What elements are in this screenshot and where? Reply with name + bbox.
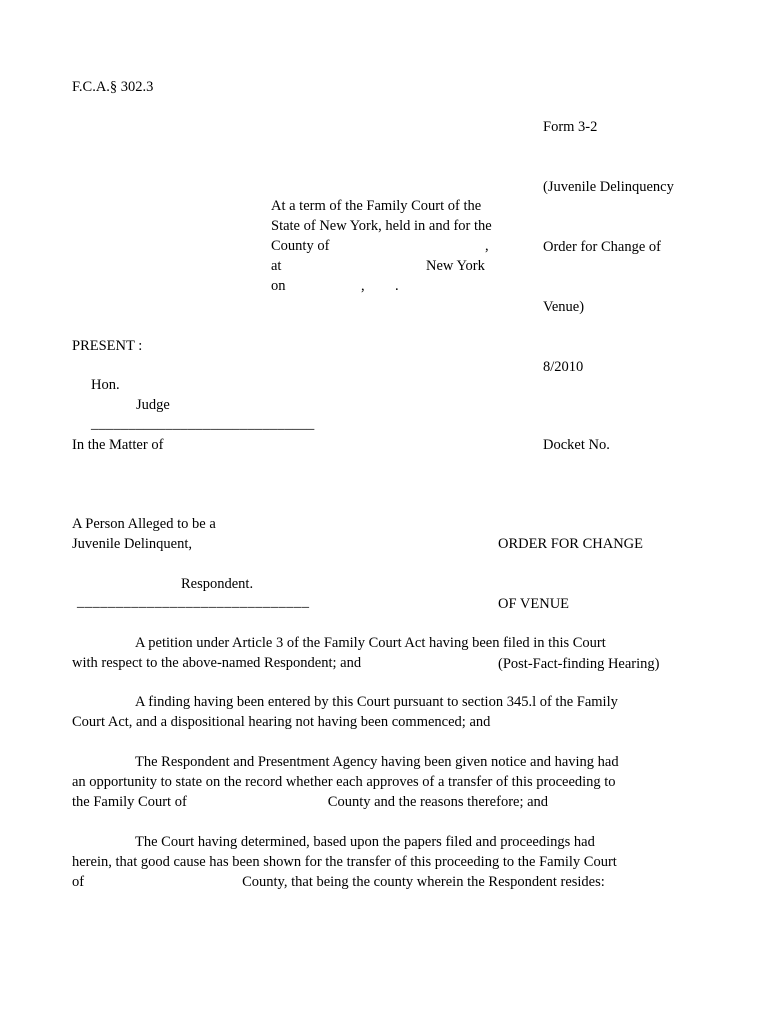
paragraph-line: an opportunity to state on the record whether each approves of a transfer of this proceeding to [72, 774, 616, 790]
paragraph-line [72, 872, 690, 892]
state-name: New York [426, 258, 485, 274]
date-period: . [395, 278, 399, 294]
order-title-line: OF VENUE [498, 596, 570, 612]
paragraph-finding [72, 692, 690, 732]
paragraph-line: Court Act, and a dispositional hearing not having been commenced; and [72, 714, 491, 730]
order-title-line: ORDER FOR CHANGE [498, 536, 644, 552]
paragraph-line [72, 792, 690, 812]
of-label: of [72, 874, 85, 890]
order-title-line: (Post-Fact-finding Hearing) [498, 656, 660, 672]
paragraph-line: herein, that good cause has been shown for the transfer of this proceeding to the Family Court [72, 854, 617, 870]
at-label: at [271, 258, 282, 274]
form-line: 8/2010 [543, 359, 584, 375]
form-line: Order for Change of [543, 239, 661, 255]
paragraph-notice [72, 752, 690, 812]
form-line: Venue) [543, 299, 585, 315]
paragraph-line: with respect to the above-named Respondent; and [72, 655, 362, 671]
form-line: Form 3-2 [543, 119, 598, 135]
county-comma: , [485, 238, 489, 254]
county-resides-text: County, that being the county wherein the Respondent resides: [242, 874, 605, 890]
paragraph-line: The Court having determined, based upon the papers filed and proceedings had [135, 834, 595, 850]
judge-label: Judge [136, 397, 170, 413]
hon-label: Hon. [91, 377, 120, 393]
paragraph-determination [72, 832, 690, 892]
docket-label: Docket No. [543, 437, 610, 453]
form-identifier [543, 77, 674, 397]
person-line-2: Juvenile Delinquent, [72, 536, 193, 552]
respondent-label: Respondent. [181, 576, 254, 592]
statute-citation: F.C.A.§ 302.3 [72, 79, 154, 95]
term-line-1: At a term of the Family Court of the [271, 198, 482, 214]
county-reasons-text: County and the reasons therefore; and [327, 794, 549, 810]
date-comma: , [361, 278, 365, 294]
person-line-1: A Person Alleged to be a [72, 516, 216, 532]
caption-rule-bottom: ______________________________ [77, 594, 310, 610]
paragraph-petition [72, 633, 690, 673]
paragraph-line: A petition under Article 3 of the Family Court Act having been filed in this Court [135, 635, 606, 651]
county-label: County of [271, 238, 330, 254]
caption-rule-top: ______________________________ [91, 416, 315, 432]
matter-label: In the Matter of [72, 437, 164, 453]
paragraph-line: The Respondent and Presentment Agency having been given notice and having had [135, 754, 619, 770]
paragraph-line: A finding having been entered by this Court pursuant to section 345.l of the Family [135, 694, 618, 710]
term-line-2: State of New York, held in and for the [271, 218, 492, 234]
present-label: PRESENT : [72, 338, 143, 354]
form-line: (Juvenile Delinquency [543, 179, 674, 195]
on-label: on [271, 278, 286, 294]
family-court-of-label: the Family Court of [72, 794, 187, 810]
